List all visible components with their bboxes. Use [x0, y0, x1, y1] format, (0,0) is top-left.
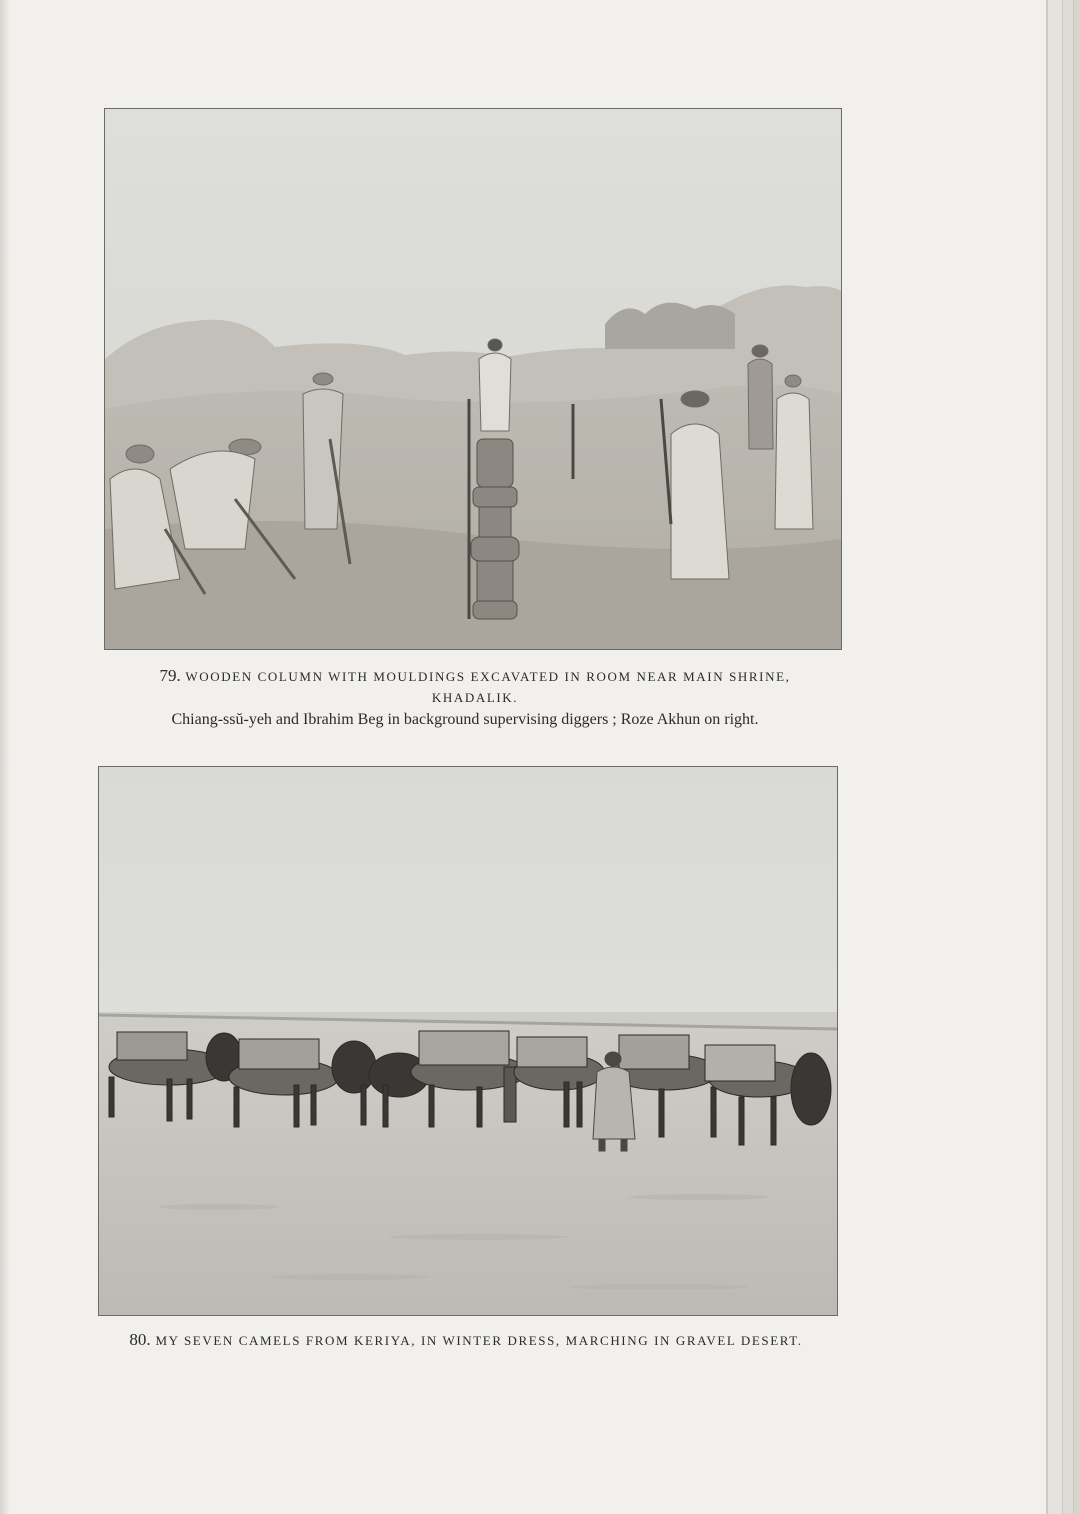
page-edge-3 [1073, 0, 1080, 1514]
camel-caravan-scene [99, 767, 837, 1315]
plate-80-photograph [98, 766, 838, 1316]
plate-79-photograph [104, 108, 842, 650]
excavation-scene [105, 109, 841, 649]
page-edge-2 [1062, 0, 1073, 1514]
page-edge-1 [1047, 0, 1062, 1514]
plate-80-number: 80. [129, 1330, 151, 1349]
plate-79-title-line-2: KHADALIK. [431, 690, 519, 705]
spine-shadow [0, 0, 10, 1514]
plate-80-title-text: MY SEVEN CAMELS FROM KERIYA, IN WINTER DRESS, MARCHING IN GRAVEL DESERT. [155, 1333, 803, 1348]
plate-79-number: 79. [159, 666, 181, 685]
plate-79-title-line-1: WOODEN COLUMN WITH MOULDINGS EXCAVATED IN ROOM NEAR MAIN SHRINE, [185, 669, 791, 684]
plate-80-title [86, 1330, 846, 1350]
plate-79-title-line-2-wrap [110, 690, 840, 706]
plate-79-title [110, 666, 840, 686]
plate-79-subcaption: Chiang-ssŭ-yeh and Ibrahim Beg in background supervising diggers ; Roze Akhun on right. [171, 711, 759, 728]
